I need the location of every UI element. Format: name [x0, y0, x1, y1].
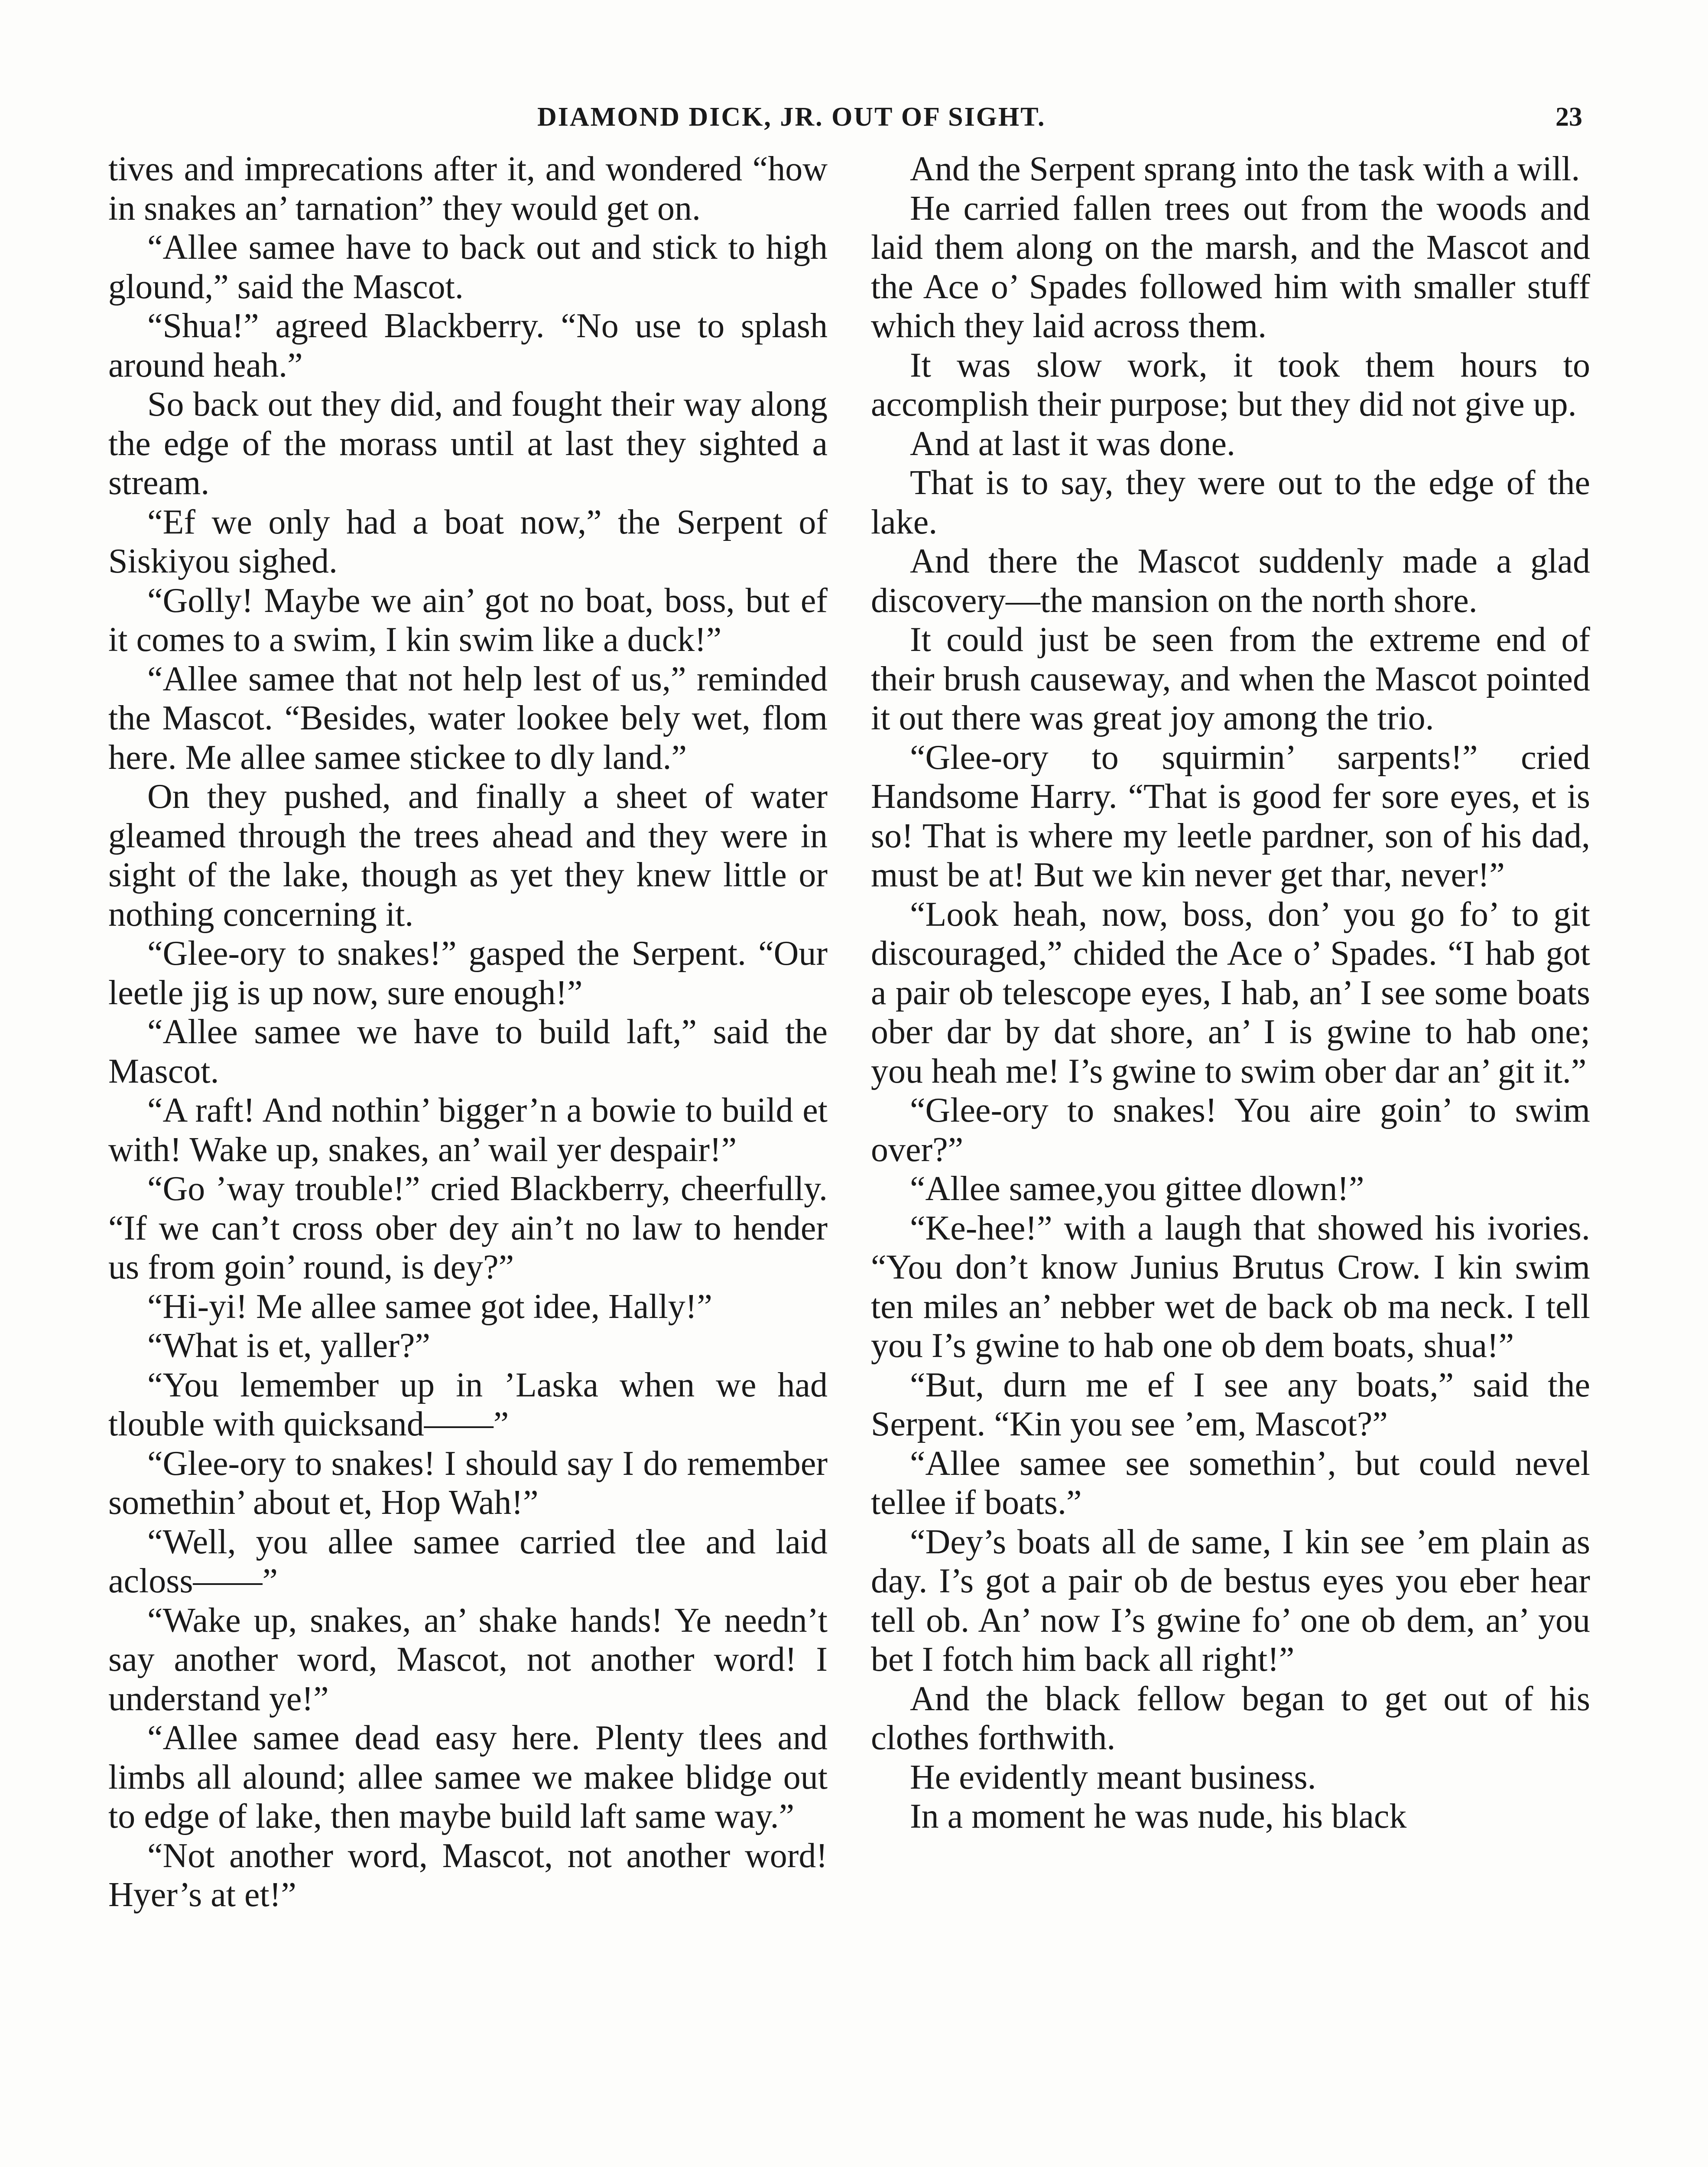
- paragraph: “Shua!” agreed Blackberry. “No use to splash around heah.”: [108, 307, 828, 384]
- paragraph: And the Serpent sprang into the task with a will.: [910, 150, 1580, 188]
- paragraph: tives and imprecations after it, and wondered “how in snakes an’ tarnation” they would get on.: [108, 150, 828, 228]
- paragraph: He evidently meant business.: [910, 1758, 1316, 1796]
- paragraph: That is to say, they were out to the edge of the lake.: [871, 464, 1590, 541]
- paragraph: “Not another word, Mascot, not another word! Hyer’s at et!”: [108, 1836, 828, 1914]
- paragraph: “Allee samee see somethin’, but could nevel tellee if boats.”: [871, 1444, 1590, 1522]
- paragraph: So back out they did, and fought their way along the edge of the morass until at last they sighted a stream.: [108, 385, 828, 502]
- paragraph: “Go ’way trouble!” cried Blackberry, cheerfully. “If we can’t cross ober dey ain’t no law to hender us from goin’ round, is dey?”: [108, 1170, 828, 1286]
- paragraph: “Allee samee dead easy here. Plenty tlees and limbs all alound; allee samee we makee blidge out to edge of lake, then maybe build laft same way.”: [108, 1719, 828, 1835]
- paragraph: “What is et, yaller?”: [147, 1327, 430, 1365]
- paragraph: On they pushed, and finally a sheet of water gleamed through the trees ahead and they were in sight of the lake, though as yet they knew little or nothing concerning it.: [108, 778, 828, 934]
- paragraph: “Allee samee we have to build laft,” said the Mascot.: [108, 1013, 828, 1090]
- paragraph: In a moment he was nude, his black: [910, 1797, 1407, 1835]
- paragraph: It could just be seen from the extreme end of their brush causeway, and when the Mascot pointed it out there was great joy among the trio.: [871, 621, 1590, 737]
- paragraph: “A raft! And nothin’ bigger’n a bowie to build et with! Wake up, snakes, an’ wail yer despair!”: [108, 1091, 828, 1169]
- paragraph: And the black fellow began to get out of his clothes forthwith.: [871, 1679, 1590, 1757]
- paragraph: “Glee-ory to snakes! You aire goin’ to swim over?”: [871, 1091, 1590, 1169]
- paragraph: “Allee samee have to back out and stick to high glound,” said the Mascot.: [108, 228, 828, 306]
- right-text-column: [871, 150, 1590, 1836]
- paragraph: “Allee samee,you gittee dlown!”: [910, 1170, 1364, 1208]
- paragraph: “Allee samee that not help lest of us,” reminded the Mascot. “Besides, water lookee bely wet, flom here. Me allee samee stickee to dly land.”: [108, 660, 828, 777]
- paragraph: “Look heah, now, boss, don’ you go fo’ to git discouraged,” chided the Ace o’ Spades. “I hab got a pair ob telescope eyes, I hab, an’ I see some boats ober dar by dat shore, an’ I is gwine to hab one; you heah me! I’s gwine to swim ober dar an’ git it.”: [871, 895, 1590, 1090]
- left-text-column: [108, 150, 828, 1915]
- paragraph: “Glee-ory to squirmin’ sarpents!” cried Handsome Harry. “That is good fer sore eyes, et is so! That is where my leetle pardner, son of his dad, must be at! But we kin never get thar, never!”: [871, 738, 1590, 894]
- running-header: [0, 102, 1708, 141]
- paragraph: He carried fallen trees out from the woods and laid them along on the marsh, and the Mascot and the Ace o’ Spades followed him with smaller stuff which they laid across them.: [871, 189, 1590, 345]
- paragraph: “You lemember up in ’Laska when we had tlouble with quicksand——”: [108, 1366, 828, 1443]
- paragraph: “Glee-ory to snakes! I should say I do remember somethin’ about et, Hop Wah!”: [108, 1444, 828, 1522]
- paragraph: “Golly! Maybe we ain’ got no boat, boss, but ef it comes to a swim, I kin swim like a duck!”: [108, 581, 828, 659]
- running-title: DIAMOND DICK, JR. OUT OF SIGHT.: [537, 102, 1046, 132]
- page-number: 23: [1555, 102, 1582, 132]
- paragraph: It was slow work, it took them hours to accomplish their purpose; but they did not give up.: [871, 346, 1590, 423]
- paragraph: “Glee-ory to snakes!” gasped the Serpent. “Our leetle jig is up now, sure enough!”: [108, 934, 828, 1012]
- paragraph: “But, durn me ef I see any boats,” said the Serpent. “Kin you see ’em, Mascot?”: [871, 1366, 1590, 1443]
- paragraph: And there the Mascot suddenly made a glad discovery—the mansion on the north shore.: [871, 542, 1590, 620]
- paragraph: “Dey’s boats all de same, I kin see ’em plain as day. I’s got a pair ob de bestus eyes you eber hear tell ob. An’ now I’s gwine fo’ one ob dem, an’ you bet I fotch him back all right!”: [871, 1523, 1590, 1679]
- paragraph: “Wake up, snakes, an’ shake hands! Ye needn’t say another word, Mascot, not another word! I understand ye!”: [108, 1601, 828, 1718]
- paragraph: “Hi-yi! Me allee samee got idee, Hally!”: [147, 1287, 712, 1326]
- paragraph: “Ef we only had a boat now,” the Serpent of Siskiyou sighed.: [108, 503, 828, 580]
- paragraph: “Well, you allee samee carried tlee and laid acloss——”: [108, 1523, 828, 1600]
- paragraph: “Ke-hee!” with a laugh that showed his ivories. “You don’t know Junius Brutus Crow. I kin swim ten miles an’ nebber wet de back ob ma neck. I tell you I’s gwine to hab one ob dem boats, shua!”: [871, 1209, 1590, 1365]
- paragraph: And at last it was done.: [910, 424, 1235, 463]
